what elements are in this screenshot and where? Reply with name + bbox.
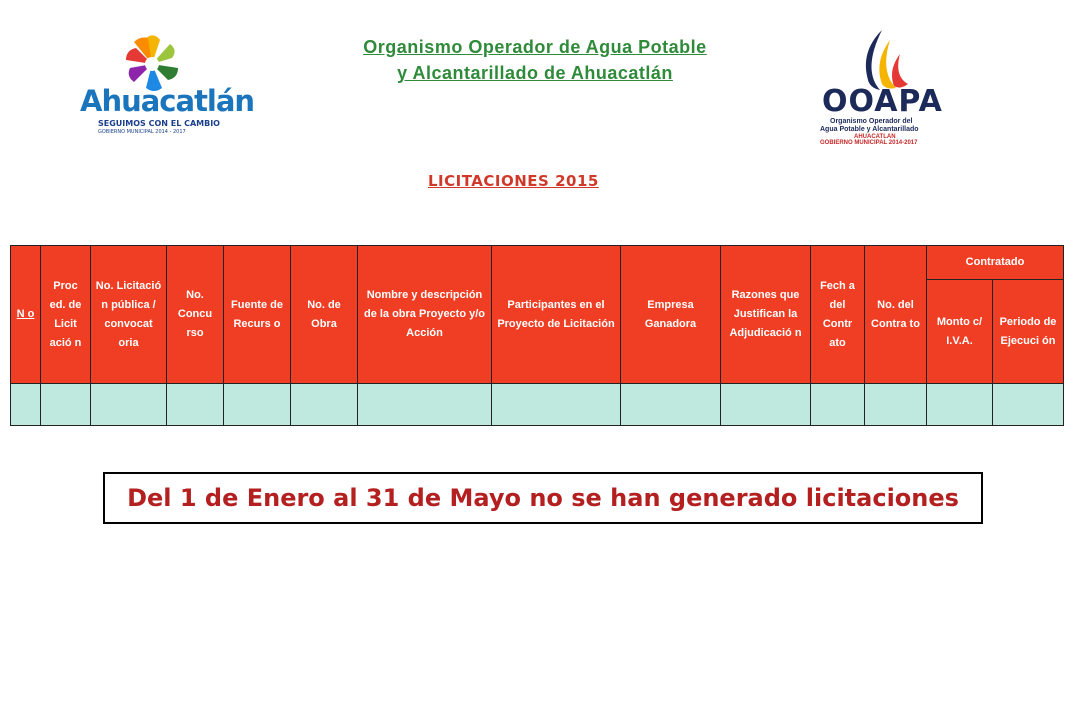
licitaciones-table <box>10 245 1064 426</box>
col-concurso: No. Concu rso <box>167 246 224 384</box>
col-periodo: Periodo de Ejecuci ón <box>993 280 1064 384</box>
col-fuente: Fuente de Recurs o <box>224 246 291 384</box>
col-monto: Monto c/ I.V.A. <box>927 280 993 384</box>
table-cell <box>865 384 927 426</box>
title-line-2: y Alcantarillado de Ahuacatlán <box>397 63 673 83</box>
table-cell <box>811 384 865 426</box>
logo-line-2: Agua Potable y Alcantarillado <box>820 126 919 133</box>
no-tenders-notice: Del 1 de Enero al 31 de Mayo no se han generado licitaciones <box>103 472 983 524</box>
table-cell <box>492 384 621 426</box>
ahuacatlan-logo <box>72 22 255 142</box>
table-cell <box>927 384 993 426</box>
table-cell <box>621 384 721 426</box>
col-razones: Razones que Justifican la Adjudicació n <box>721 246 811 384</box>
logo-period: GOBIERNO MUNICIPAL 2014 - 2017 <box>98 129 186 135</box>
table-cell <box>358 384 492 426</box>
table-row <box>11 384 1064 426</box>
logo-slogan: SEGUIMOS CON EL CAMBIO <box>98 119 220 128</box>
ooapa-logo <box>810 22 960 147</box>
title-line-1: Organismo Operador de Agua Potable <box>363 37 707 57</box>
table-cell <box>11 384 41 426</box>
section-title: LICITACIONES 2015 <box>428 172 599 190</box>
col-procedimiento: Proc ed. de Licit ació n <box>41 246 91 384</box>
table-cell <box>91 384 167 426</box>
col-contrato: No. del Contra to <box>865 246 927 384</box>
col-nombre: Nombre y descripción de la obra Proyecto y/o Acción <box>358 246 492 384</box>
col-licitacion: No. Licitació n pública / convocat oria <box>91 246 167 384</box>
logo-acronym: OOAPA <box>822 84 943 119</box>
table-cell <box>224 384 291 426</box>
table-cell <box>167 384 224 426</box>
logo-line-4: GOBIERNO MUNICIPAL 2014-2017 <box>820 140 918 146</box>
flame-logo-icon <box>810 22 960 92</box>
col-empresa: Empresa Ganadora <box>621 246 721 384</box>
logo-line-1: Organismo Operador del <box>830 118 913 125</box>
col-no: N o <box>11 246 41 384</box>
table-cell <box>993 384 1064 426</box>
logo-name: Ahuacatlán <box>80 84 255 118</box>
col-obra: No. de Obra <box>291 246 358 384</box>
table-cell <box>291 384 358 426</box>
table-cell <box>721 384 811 426</box>
col-fecha: Fech a del Contr ato <box>811 246 865 384</box>
logo-line-3: AHUACATLAN <box>854 134 896 140</box>
table-cell <box>41 384 91 426</box>
organization-title <box>300 34 770 86</box>
col-participantes: Participantes en el Proyecto de Licitación <box>492 246 621 384</box>
col-contratado: Contratado <box>927 246 1064 280</box>
